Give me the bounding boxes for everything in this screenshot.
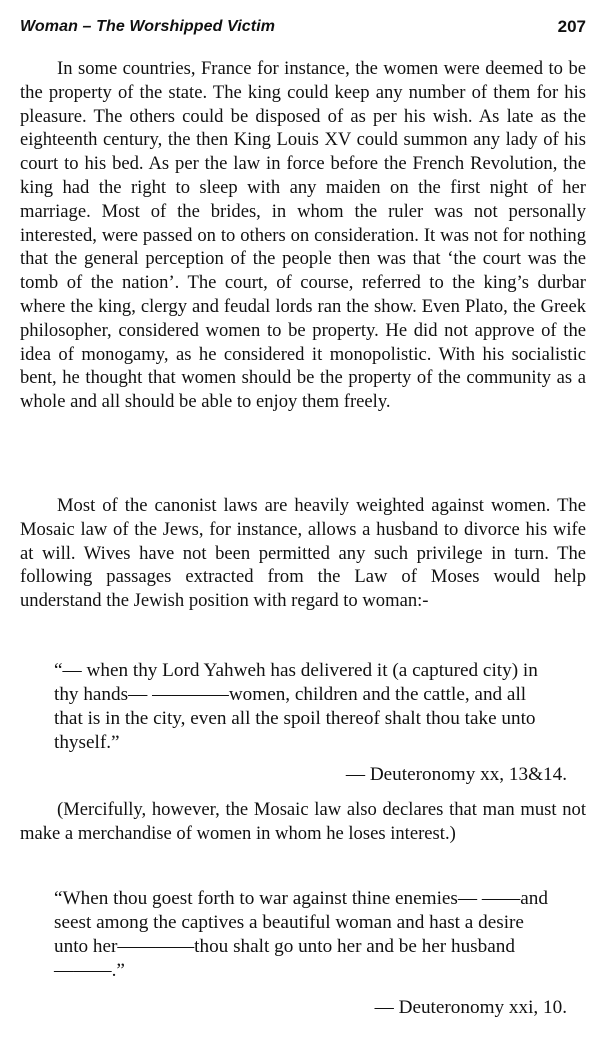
quote-citation-deuteronomy-xx: — Deuteronomy xx, 13&14. <box>345 764 567 785</box>
block-quote-deuteronomy-xxi: “When thou goest forth to war against thine enemies— ——and seest among the captives a beautiful woman and hast a desire unto her————thou shalt go unto her and be her husband———.” <box>54 888 548 981</box>
running-head <box>20 18 586 44</box>
paragraph-france-women-property: In some countries, France for instance, the women were deemed to be the property of the state. The king could keep any number of them for his pleasure. The others could be disposed of as per his wish. As late as the eighteenth century, the then King Louis XV could summon any lady of his court to his bed. As per the law in force before the French Revolution, the king had the right to sleep with any maiden on the first night of her marriage. Most of the brides, in whom the ruler was not personally interested, were passed on to others on consideration. It was not for nothing that the general perception of the people then was that ‘the court was the tomb of the nation’. The court, of course, referred to the king’s durbar where the king, clergy and feudal lords ran the show. Even Plato, the Greek philosopher, considered women to be property. He did not approve of the idea of monogamy, as he considered it monopolistic. With his socialistic bent, he thought that women should be the property of the community as a whole and all should be able to enjoy them freely. <box>20 58 586 413</box>
paragraph-canonist-laws: Most of the canonist laws are heavily weighted against women. The Mosaic law of the Jews, for instance, allows a husband to divorce his wife at will. Wives have not been permitted any such privilege in turn. The following passages extracted from the Law of Moses would help understand the Jewish position with regard to woman:- <box>20 495 586 612</box>
page-number: 207 <box>557 17 586 36</box>
quote-citation-deuteronomy-xxi: — Deuteronomy xxi, 10. <box>374 997 567 1018</box>
paragraph-mosaic-law-merchandise: (Mercifully, however, the Mosaic law also declares that man must not make a merchandise of women in whom he loses interest.) <box>20 799 586 844</box>
block-quote-deuteronomy-xx: “— when thy Lord Yahweh has delivered it (a captured city) in thy hands— ————women, children and the cattle, and all that is in the city, even all the spoil thereof shalt thou take unto thyself.” <box>54 660 538 753</box>
running-title: Woman – The Worshipped Victim <box>20 18 276 35</box>
